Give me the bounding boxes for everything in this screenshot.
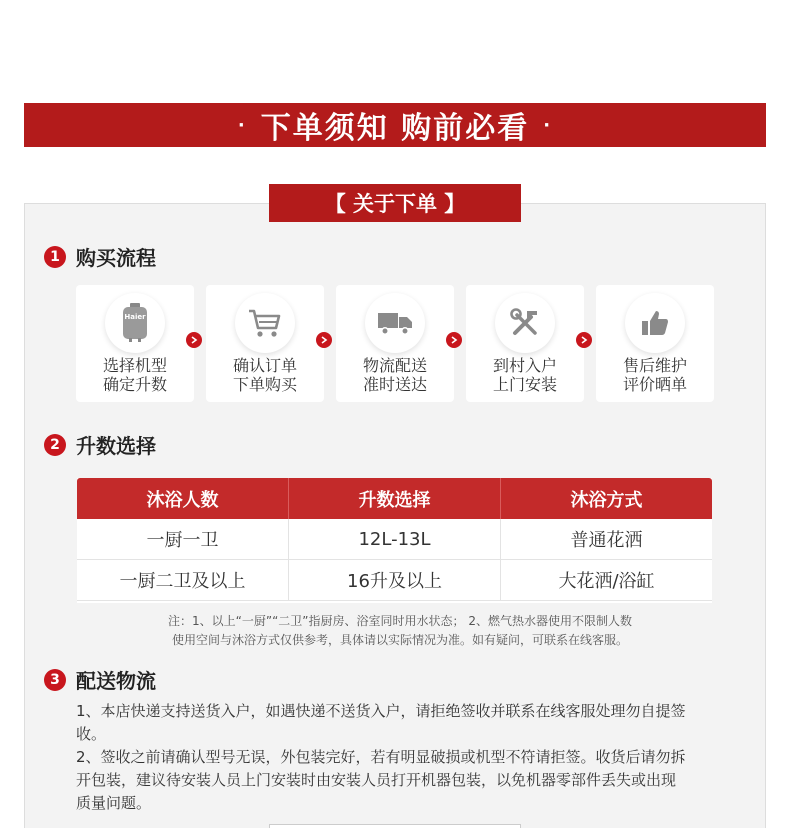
table-cell: 16升及以上 [289,560,501,600]
next-section-title-box [269,824,521,828]
section-number-badge: 3 [44,669,66,691]
step-label-line1: 到村入户 [492,356,557,375]
footnote-line1: 注：1、以上“一厨”“二卫”指厨房、浴室同时用水状态； 2、燃气热水器使用不限制人数 [168,614,632,628]
cart-icon [235,293,295,353]
table-cell: 12L-13L [289,519,501,559]
truck-icon [365,293,425,353]
section-capacity-heading [44,430,156,459]
chevron-right-icon [186,332,202,348]
shipping-paragraph-1: 1、本店快递支持送货入户，如遇快递不送货入户，请拒绝签收并联系在线客服处理勿自提签收。 [76,702,686,743]
banner-title: 下单须知 购前必看 [260,111,530,146]
table-footnote [100,612,700,650]
step-card-delivery [336,285,454,402]
capacity-table [77,478,712,603]
step-label-line1: 物流配送 [362,356,427,375]
section-number-badge: 1 [44,246,66,268]
tools-icon [495,293,555,353]
banner-dot-left: · [237,114,247,136]
chevron-right-icon [446,332,462,348]
page-banner [24,103,766,147]
table-header-cell: 沐浴方式 [570,489,643,511]
section-shipping-heading [44,665,156,694]
step-label-line2: 上门安装 [492,375,557,394]
thumbs-up-icon [625,293,685,353]
table-header-row [77,478,712,519]
step-card-install [466,285,584,402]
step-label-line1: 选择机型 [102,356,167,375]
table-cell: 一厨二卫及以上 [77,560,289,600]
step-label-line1: 售后维护 [622,356,687,375]
step-card-confirm-order [206,285,324,402]
section-title: 配送物流 [76,669,156,693]
step-card-select-model [76,285,194,402]
step-label-line2: 下单购买 [232,375,297,394]
section-number-badge: 2 [44,434,66,456]
table-cell: 大花洒/浴缸 [558,571,655,592]
step-label-line2: 确定升数 [102,375,167,394]
table-header-cell: 升数选择 [289,478,501,519]
table-row [77,560,712,601]
step-label-line2: 准时送达 [362,375,427,394]
chevron-right-icon [316,332,332,348]
chevron-right-icon [576,332,592,348]
card-title: 【 关于下单 】 [269,184,521,222]
banner-dot-right: · [543,114,553,136]
section-title: 购买流程 [76,246,156,270]
shipping-paragraph-2: 2、签收之前请确认型号无误，外包装完好，若有明显破损或机型不符请拒签。收货后请勿拆开包装，建议待安装人员上门安装时由安装人员打开机器包装，以免机器零部件丢失或出现质量问题。 [76,748,686,812]
heater-brand-text: Haier [124,313,146,321]
table-cell: 普通花洒 [570,530,643,551]
table-header-cell: 沐浴人数 [77,478,289,519]
footnote-line2: 使用空间与沐浴方式仅供参考，具体请以实际情况为准。如有疑问，可联系在线客服。 [171,633,628,647]
step-label-line2: 评价晒单 [622,375,687,394]
table-cell: 一厨一卫 [77,519,289,559]
water-heater-icon [105,293,165,353]
step-card-after-sales [596,285,714,402]
step-label-line1: 确认订单 [232,356,297,375]
section-title: 升数选择 [76,434,156,458]
section-purchase-heading [44,242,156,271]
table-row [77,519,712,560]
